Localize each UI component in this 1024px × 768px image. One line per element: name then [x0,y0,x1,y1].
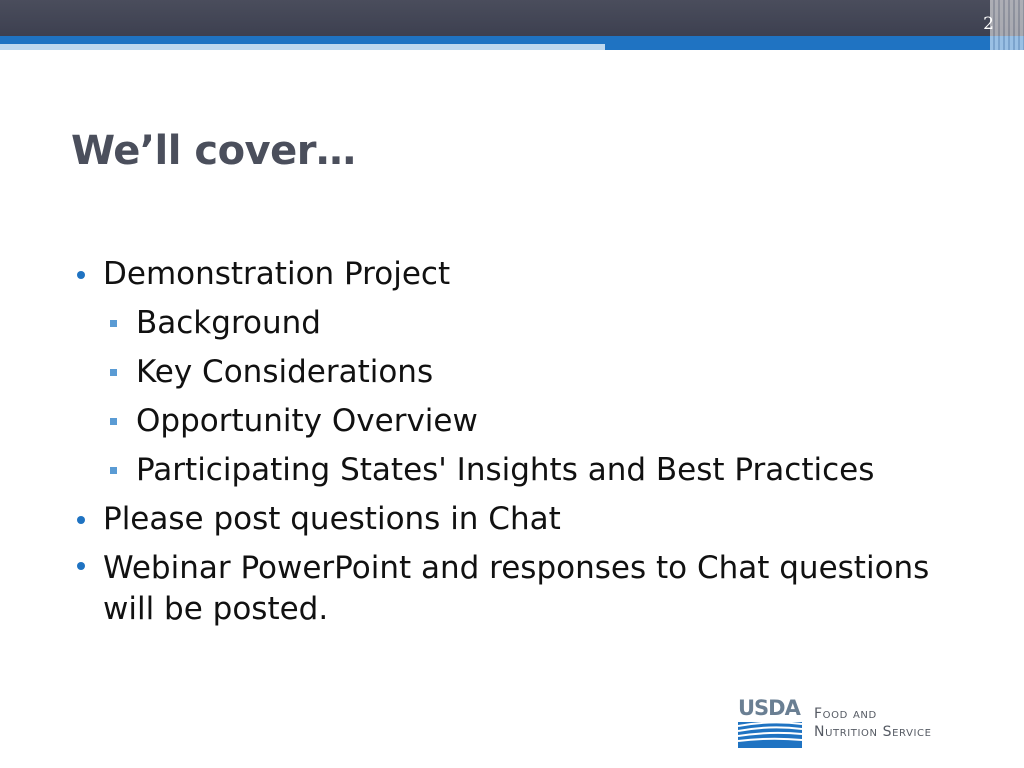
logo-line-2: Nutrition Service [814,724,932,740]
slide-number: 2 [983,14,994,34]
bullet-square-icon [110,320,117,327]
list-item [72,348,952,397]
list-item-text: Opportunity Overview [136,403,478,439]
header-stripes [990,0,1024,50]
bullet-list [72,250,952,630]
list-item [72,299,952,348]
usda-wordmark: USDA [738,696,800,720]
list-item [72,446,952,495]
list-item-text: Demonstration Project [103,256,451,292]
list-item-text: Participating States' Insights and Best Practices [136,452,875,488]
usda-field-icon [738,700,802,748]
header-accent-highlight [0,44,605,50]
slide-title: We’ll cover… [71,128,356,174]
bullet-dot-icon [77,516,85,524]
list-item [72,544,952,630]
list-item-text: Key Considerations [136,354,434,390]
bullet-square-icon [110,467,117,474]
list-item [72,397,952,446]
list-item-text: Background [136,305,321,341]
header-band [0,0,1024,36]
list-item [72,250,952,299]
list-item [72,495,952,544]
bullet-dot-icon [77,562,85,570]
bullet-square-icon [110,369,117,376]
list-item-text: Webinar PowerPoint and responses to Chat questions will be posted. [103,550,930,627]
bullet-dot-icon [77,271,85,279]
bullet-square-icon [110,418,117,425]
logo-line-1: Food and [814,706,877,722]
list-item-text: Please post questions in Chat [103,501,561,537]
